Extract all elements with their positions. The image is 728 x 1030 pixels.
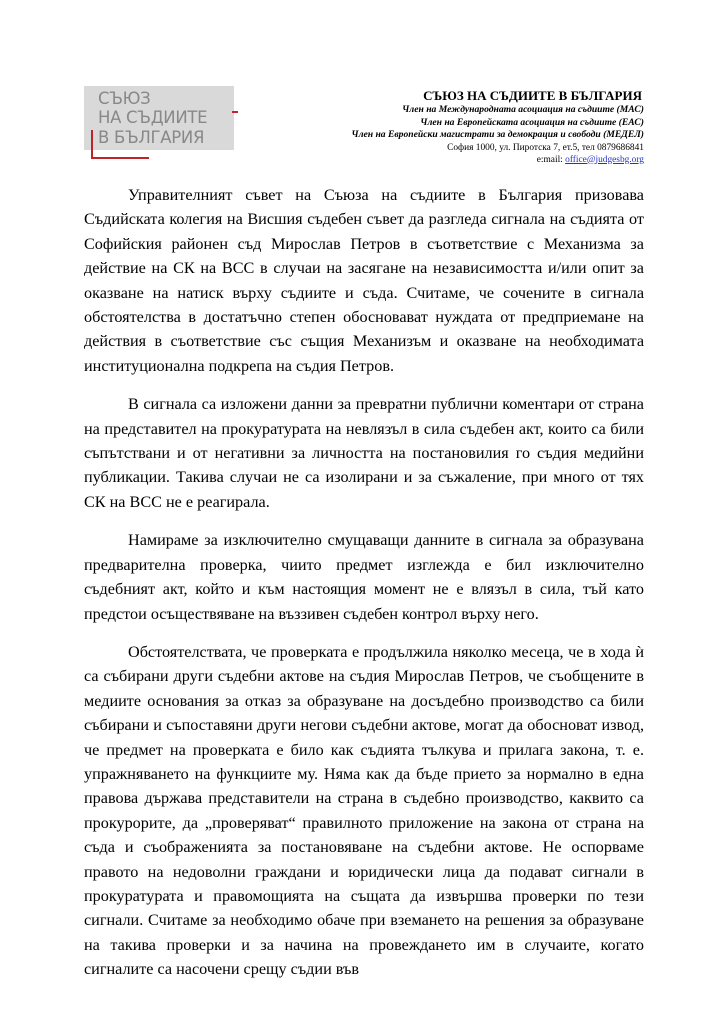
logo-line-3: В БЪЛГАРИЯ bbox=[98, 128, 205, 147]
email-link[interactable]: office@judgesbg.org bbox=[565, 154, 644, 165]
body-paragraph-4: Обстоятелствата, че проверката е продължила няколко месеца, че в хода ѝ са събирани други съдебни актове на съдия Мирослав Петров, че съобщените в медиите основания за отказ за образуване на досъдебно производство са били събирани и съпоставяни други негови съдебни актове, могат да обосноват извод, че предмет на проверката е било как съдията тълкува и прилага закона, т. е. упражняването на функциите му. Няма как да бъде прието за нормално в една правова държава представители на страна в съдебно производство, каквито са прокурорите, да „проверяват“ правилното приложение на закона от страна на съда и съображенията за постановяване на съдебни актове. Не оспорваме правото на недоволни граждани и юридически лица да подават сигнали в прокуратурата и правомощията на същата да извършва проверки по тези сигнали. Считаме за необходимо обаче при вземането на решения за образуване на такива проверки и за начина на провеждането им в случаите, когато сигналите са насочени срещу съдии във bbox=[84, 642, 644, 979]
membership-line-3: Член на Европейски магистрати за демокрация и свободи (МЕДЕЛ) bbox=[351, 129, 644, 140]
logo-red-accent-vertical bbox=[91, 130, 93, 158]
letterhead bbox=[224, 88, 644, 166]
body-paragraph-3: Намираме за изключително смущаващи данните в сигнала за образувана предварителна проверка, чиито предмет изглежда е бил изключително съдебният акт, който и към настоящия момент не е влязъл в сила, тъй като предстои осъществяване на въззивен съдебен контрол върху него. bbox=[84, 531, 644, 623]
email-prefix: e:mail: bbox=[536, 154, 566, 165]
organization-logo bbox=[84, 86, 238, 160]
membership-line-1: Член на Международната асоциация на съдиите (МАС) bbox=[402, 104, 644, 115]
email-line bbox=[224, 154, 644, 166]
postal-address: София 1000, ул. Пиротска 7, ет.5, тел 0879686841 bbox=[447, 142, 644, 153]
document-body bbox=[84, 183, 644, 996]
logo-red-accent-horizontal bbox=[91, 157, 149, 159]
logo-line-2: НА СЪДИИТЕ bbox=[98, 108, 208, 127]
organization-name: СЪЮЗ НА СЪДИИТЕ В БЪЛГАРИЯ bbox=[423, 88, 642, 103]
body-paragraph-1: Управителният съвет на Съюза на съдиите в България призовава Съдийската колегия на Висшия съдебен съвет да разгледа сигнала на съдията от Софийския районен съд Мирослав Петров в съответствие с Механизма за действие на СК на ВСС в случаи на засягане на независимостта и/или опит за оказване на натиск върху съдиите и съда. Считаме, че сочените в сигнала обстоятелства в достатъчно степен обосновават нуждата от предприемане на действия в съответствие със същия Механизъм и оказване на необходимата институционална подкрепа на съдия Петров. bbox=[84, 186, 644, 375]
logo-line-1: СЪЮЗ bbox=[98, 89, 151, 108]
membership-line-2: Член на Европейската асоциация на съдиите (ЕАС) bbox=[420, 116, 644, 128]
body-paragraph-2: В сигнала са изложени данни за превратни публични коментари от страна на представител на прокуратурата на невлязъл в сила съдебен акт, които са били съпътствани и от негативни за личността на постановилия го съдия медийни публикации. Такива случаи не са изолирани и за съжаление, при много от тях СК на ВСС не е реагирала. bbox=[84, 395, 644, 511]
